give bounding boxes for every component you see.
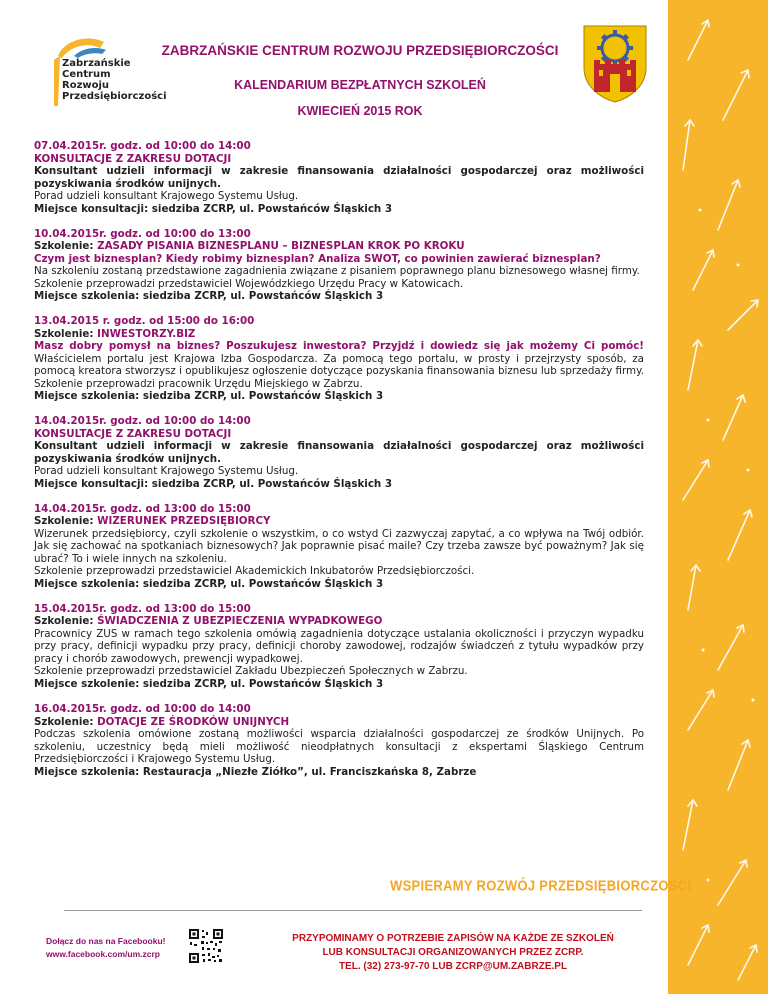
- event-topic: KONSULTACJE Z ZAKRESU DOTACJI: [34, 152, 232, 165]
- event-datetime: 13.04.2015 r. godz. od 15:00 do 16:00: [34, 315, 255, 328]
- logo-line: Centrum: [62, 69, 111, 80]
- event-trainer: Szkolenie przeprowadzi przedstawiciel Wojewódzkiego Urzędu Pracy w Katowicach.: [34, 277, 464, 290]
- reminder-line: PRZYPOMINAMY O POTRZEBIE ZAPISÓW NA KAŻDE ZE SZKOLEŃ: [292, 933, 614, 944]
- event-label: Szkolenie:: [34, 515, 98, 528]
- facebook-link[interactable]: www.facebook.com/um.zcrp: [46, 949, 160, 959]
- event-datetime: 10.04.2015r. godz. od 10:00 do 13:00: [34, 227, 251, 240]
- event-datetime: 15.04.2015r. godz. od 13:00 do 15:00: [34, 602, 251, 615]
- event-title: ZASADY PISANIA BIZNESPLANU – BIZNESPLAN KROK PO KROKU: [97, 240, 465, 253]
- events-list: [34, 140, 644, 791]
- event-label: Szkolenie:: [34, 715, 98, 728]
- event-lead: Konsultant udzieli informacji w zakresie finansowania działalności gospodarczej oraz możliwości pozyskiwania środków unijnych.: [34, 440, 644, 465]
- event-datetime: 16.04.2015r. godz. od 10:00 do 14:00: [34, 703, 251, 716]
- event-question: Czym jest biznesplan? Kiedy robimy biznesplan? Analiza SWOT, co powinien zawierać biznesplan?: [34, 252, 601, 265]
- city-crest-icon: [580, 22, 650, 104]
- event-question: Masz dobry pomysł na biznes? Poszukujesz inwestora? Przyjdź i dowiedz się jak możemy Ci pomóc!: [34, 340, 644, 353]
- event-datetime: 07.04.2015r. godz. od 10:00 do 14:00: [34, 140, 251, 152]
- registration-reminder: [268, 932, 638, 974]
- reminder-line: LUB KONSULTACJI ORGANIZOWANYCH PRZEZ ZCRP.: [322, 947, 584, 958]
- event-description: Porad udzieli konsultant Krajowego Systemu Usług.: [34, 465, 299, 478]
- facebook-info: [46, 935, 166, 961]
- event-topic: KONSULTACJE Z ZAKRESU DOTACJI: [34, 427, 232, 440]
- arrows-pattern-icon: [668, 0, 768, 994]
- event-place: Miejsce szkolenie: siedziba ZCRP, ul. Powstańców Śląskich 3: [34, 677, 384, 690]
- event-title: DOTACJE ZE ŚRODKÓW UNIJNYCH: [97, 715, 290, 728]
- event-datetime: 14.04.2015r. godz. od 13:00 do 15:00: [34, 502, 251, 515]
- event-item: [34, 415, 644, 490]
- event-place: Miejsce szkolenia: siedziba ZCRP, ul. Powstańców Śląskich 3: [34, 390, 384, 403]
- organization-title: ZABRZAŃSKIE CENTRUM ROZWOJU PRZEDSIĘBIORCZOŚCI: [161, 43, 559, 58]
- event-lead: Konsultant udzieli informacji w zakresie finansowania działalności gospodarczej oraz możliwości pozyskiwania środków unijnych.: [34, 165, 644, 190]
- event-description: Na szkoleniu zostaną przedstawione zagadnienia związane z pisaniem poprawnego planu biznesowego własnej firmy.: [34, 265, 640, 278]
- event-item: [34, 503, 644, 591]
- event-label: Szkolenie:: [34, 615, 98, 628]
- logo-line: Zabrzańskie: [62, 58, 131, 69]
- slogan: WSPIERAMY ROZWÓJ PRZEDSIĘBIORCZOŚCI: [390, 877, 692, 894]
- event-title: WIZERUNEK PRZEDSIĘBIORCY: [97, 515, 271, 528]
- event-trainer: Szkolenie przeprowadzi przedstawiciel Zakładu Ubezpieczeń Społecznych w Zabrzu.: [34, 665, 468, 678]
- event-description: Porad udzieli konsultant Krajowego Systemu Usług.: [34, 190, 299, 202]
- decorative-arrows-sidebar: [668, 0, 768, 994]
- event-place: Miejsce szkolenia: siedziba ZCRP, ul. Powstańców Śląskich 3: [34, 290, 384, 303]
- logo-line: Przedsiębiorczości: [62, 91, 167, 102]
- event-description: Pracownicy ZUS w ramach tego szkolenia omówią zagadnienia dotyczące ustalania okoliczności i przyczyn wypadku przy pracy, definicji wypadku przy pracy, definicji choroby zawodowej, rodzajów świadczeń z tytułu wypadków przy pracy i chorób zawodowych, prewencji wypadkowej.: [34, 627, 644, 665]
- event-trainer: Szkolenie przeprowadzi przedstawiciel Akademickich Inkubatorów Przedsiębiorczości.: [34, 565, 475, 578]
- event-place: Miejsce szkolenia: siedziba ZCRP, ul. Powstańców Śląskich 3: [34, 577, 384, 590]
- logo-line: Rozwoju: [62, 80, 110, 91]
- event-description: Podczas szkolenia omówione zostaną możliwości wsparcia działalności gospodarczej ze środków Unijnych. Po szkoleniu, uczestnicy będą mieli możliwość nieodpłatnych konsultacji z ekspertami Śląskiego Centrum Przedsiębiorczości i Krajowego Systemu Usług.: [34, 728, 644, 766]
- calendar-title: KALENDARIUM BEZPŁATNYCH SZKOLEŃ: [234, 78, 486, 92]
- event-label: Szkolenie:: [34, 327, 98, 340]
- event-item: [34, 315, 644, 403]
- event-item: [34, 603, 644, 691]
- footer-divider: [64, 910, 642, 911]
- event-description: Właścicielem portalu jest Krajowa Izba Gospodarcza. Za pomocą tego portalu, w prosty i przejrzysty sposób, za pomocą kreatora stworzysz i opublikujesz ogłoszenie dotyczące pozyskania finansowania biznesu lub sprzedaży firmy.: [34, 352, 644, 378]
- event-datetime: 14.04.2015r. godz. od 10:00 do 14:00: [34, 415, 251, 428]
- month-title: KWIECIEŃ 2015 ROK: [297, 104, 423, 118]
- facebook-cta: Dołącz do nas na Facebooku!: [46, 936, 166, 946]
- event-place: Miejsce szkolenia: Restauracja „Niezłe Ziółko”, ul. Franciszkańska 8, Zabrze: [34, 765, 477, 778]
- event-trainer: Szkolenie przeprowadzi pracownik Urzędu Miejskiego w Zabrzu.: [34, 377, 363, 390]
- event-description: Wizerunek przedsiębiorcy, czyli szkolenie o wszystkim, o co wstyd Ci zazwyczaj zapytać, a co wpływa na Twój odbiór. Jak się zachować na spotkaniach biznesowych? Jak poprawnie pisać maile? Czy trzeba zawsze być poważnym? Jak się ubrać? To i wiele innych na szkoleniu.: [34, 527, 644, 565]
- event-item: [34, 703, 644, 778]
- event-title: ŚWIADCZENIA Z UBEZPIECZENIA WYPADKOWEGO: [97, 615, 383, 628]
- event-item: [34, 228, 644, 303]
- reminder-contact: TEL. (32) 273-97-70 LUB ZCRP@UM.ZABRZE.PL: [338, 961, 568, 972]
- event-place: Miejsce konsultacji: siedziba ZCRP, ul. Powstańców Śląskich 3: [34, 202, 393, 215]
- qr-code-icon: [188, 928, 224, 964]
- event-place: Miejsce konsultacji: siedziba ZCRP, ul. Powstańców Śląskich 3: [34, 477, 393, 490]
- zcrp-logo: [44, 26, 184, 112]
- event-item: [34, 140, 644, 215]
- event-label: Szkolenie:: [34, 240, 98, 253]
- event-title: INWESTORZY.BIZ: [97, 327, 196, 340]
